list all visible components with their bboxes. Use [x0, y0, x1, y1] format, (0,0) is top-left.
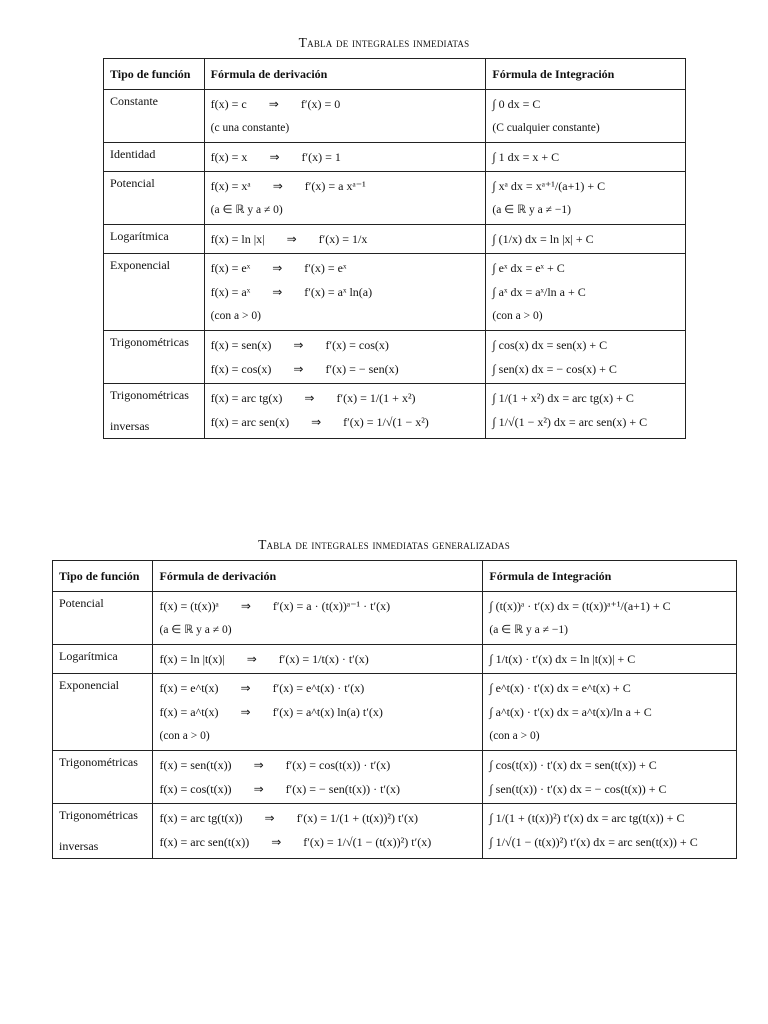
function-type-cell: [53, 645, 153, 674]
formula-lhs: ∫ 1/√(1 − (t(x))²) t′(x) dx = arc sen(t(x)) + C: [489, 834, 698, 849]
condition-line: [492, 200, 679, 220]
formula-line: [489, 596, 730, 616]
implies-arrow: ⇒: [304, 390, 315, 405]
formula-line: [492, 258, 679, 278]
function-type-label: Trigonométricas: [59, 755, 138, 769]
formula-rhs: f′(x) = − sen(x): [325, 361, 399, 376]
formula-line: [159, 596, 476, 616]
integration-formula-cell: [486, 384, 686, 439]
implies-arrow: ⇒: [253, 757, 264, 772]
formula-rhs: f′(x) = cos(x): [325, 337, 389, 352]
table-row: [104, 254, 686, 331]
formula-lhs: ∫ eˣ dx = eˣ + C: [492, 260, 565, 275]
formula-lhs: f(x) = sen(t(x)): [159, 757, 232, 772]
implies-arrow: ⇒: [240, 704, 251, 719]
table-row: [104, 143, 686, 172]
table-row: [104, 172, 686, 225]
formula-lhs: f(x) = cos(t(x)): [159, 781, 232, 796]
formula-line: [489, 755, 730, 775]
table-row: [53, 804, 737, 859]
column-header: Tipo de función: [53, 561, 153, 592]
formula-lhs: ∫ cos(t(x)) · t′(x) dx = sen(t(x)) + C: [489, 757, 657, 772]
formula-line: [492, 412, 679, 432]
function-type-cell: [104, 225, 205, 254]
formula-rhs: f′(x) = 1: [301, 149, 341, 164]
formula-lhs: f(x) = x: [210, 149, 248, 164]
formula-line: [211, 412, 480, 432]
implies-arrow: ⇒: [286, 231, 297, 246]
implies-arrow: ⇒: [293, 337, 304, 352]
implies-arrow: ⇒: [271, 834, 282, 849]
formula-rhs: f′(x) = eˣ: [304, 260, 347, 275]
formula-rhs: f′(x) = 1/(1 + x²): [336, 390, 416, 405]
formula-lhs: ∫ cos(x) dx = sen(x) + C: [492, 337, 608, 352]
formula-lhs: ∫ xᵃ dx = xᵃ⁺¹/(a+1) + C: [492, 178, 606, 193]
formula-line: [159, 702, 476, 722]
condition-line: [211, 306, 480, 326]
formula-lhs: ∫ 1 dx = x + C: [492, 149, 560, 164]
function-type-cell: [53, 674, 153, 751]
formula-line: [159, 779, 476, 799]
formula-rhs: f′(x) = 1/√(1 − (t(x))²) t′(x): [303, 834, 432, 849]
table-row: [53, 592, 737, 645]
formula-lhs: (a ∈ ℝ y a ≠ 0): [159, 623, 232, 636]
formula-lhs: ∫ 1/t(x) · t′(x) dx = ln |t(x)| + C: [489, 651, 636, 666]
table-header: [53, 561, 737, 592]
formula-line: [492, 147, 679, 167]
formula-line: [492, 335, 679, 355]
formula-lhs: f(x) = a^t(x): [159, 704, 219, 719]
function-type-label: Constante: [110, 94, 158, 108]
formula-line: [492, 388, 679, 408]
integration-formula-cell: [483, 592, 737, 645]
formula-rhs: f′(x) = a · (t(x))ᵃ⁻¹ · t′(x): [272, 598, 391, 613]
column-header: Fórmula de derivación: [204, 59, 486, 90]
condition-line: [159, 620, 476, 640]
function-type-cell: [104, 143, 205, 172]
formula-line: [211, 176, 480, 196]
formula-lhs: (a ∈ ℝ y a ≠ −1): [492, 203, 571, 216]
condition-line: [211, 200, 480, 220]
formula-line: [211, 359, 480, 379]
formula-lhs: f(x) = eˣ: [210, 260, 251, 275]
formula-lhs: ∫ (t(x))ᵃ · t′(x) dx = (t(x))ᵃ⁺¹/(a+1) + C: [489, 598, 671, 613]
function-type-label: Logarítmica: [110, 229, 169, 243]
integration-formula-cell: [486, 254, 686, 331]
derivation-formula-cell: [204, 331, 486, 384]
derivation-formula-cell: [153, 751, 483, 804]
formula-lhs: ∫ e^t(x) · t′(x) dx = e^t(x) + C: [489, 680, 631, 695]
formula-lhs: f(x) = cos(x): [210, 361, 272, 376]
table-body: [53, 592, 737, 859]
implies-arrow: ⇒: [253, 781, 264, 796]
function-type-cell: [104, 172, 205, 225]
formula-rhs: f′(x) = cos(t(x)) · t′(x): [285, 757, 391, 772]
formula-lhs: f(x) = sen(x): [210, 337, 272, 352]
derivation-formula-cell: [204, 225, 486, 254]
formula-lhs: (con a > 0): [489, 729, 540, 742]
formula-rhs: f′(x) = − sen(t(x)) · t′(x): [285, 781, 401, 796]
condition-line: [211, 118, 480, 138]
formula-rhs: f′(x) = 1/√(1 − x²): [343, 414, 429, 429]
implies-arrow: ⇒: [293, 361, 304, 376]
formula-line: [211, 258, 480, 278]
formula-line: [489, 779, 730, 799]
header-row: [104, 59, 686, 90]
formula-line: [159, 755, 476, 775]
formula-line: [159, 678, 476, 698]
table-row: [53, 751, 737, 804]
derivation-formula-cell: [153, 645, 483, 674]
formula-lhs: f(x) = arc tg(x): [210, 390, 283, 405]
condition-line: [492, 306, 679, 326]
condition-line: [489, 726, 730, 746]
implies-arrow: ⇒: [240, 598, 251, 613]
function-type-label: Identidad: [110, 147, 156, 161]
derivation-formula-cell: [204, 90, 486, 143]
formula-rhs: f′(x) = 1/(1 + (t(x))²) t′(x): [296, 810, 418, 825]
function-type-cell: [53, 751, 153, 804]
integration-formula-cell: [486, 331, 686, 384]
formula-line: [492, 282, 679, 302]
formula-lhs: ∫ (1/x) dx = ln |x| + C: [492, 231, 594, 246]
function-type-label: inversas: [59, 839, 99, 853]
formula-line: [492, 229, 679, 249]
derivation-formula-cell: [153, 804, 483, 859]
formula-rhs: f′(x) = 0: [300, 96, 341, 111]
formula-lhs: ∫ a^t(x) · t′(x) dx = a^t(x)/ln a + C: [489, 704, 652, 719]
formula-lhs: (a ∈ ℝ y a ≠ −1): [489, 623, 568, 636]
formula-lhs: f(x) = aˣ: [210, 284, 251, 299]
formula-rhs: f′(x) = 1/t(x) · t′(x): [278, 651, 369, 666]
function-type-label: Logarítmica: [59, 649, 118, 663]
table-row: [104, 90, 686, 143]
function-type-label: Potencial: [59, 596, 104, 610]
function-type-label: Exponencial: [110, 258, 170, 272]
formula-lhs: (con a > 0): [159, 729, 210, 742]
table2-caption: Tabla de integrales inmediatas generalizadas: [258, 537, 510, 552]
implies-arrow: ⇒: [311, 414, 322, 429]
function-type-label: Trigonométricas: [59, 808, 138, 822]
column-header: Fórmula de derivación: [153, 561, 483, 592]
table1-caption: Tabla de integrales inmediatas: [298, 35, 470, 50]
formula-rhs: f′(x) = 1/x: [318, 231, 368, 246]
implies-arrow: ⇒: [268, 96, 279, 111]
table-row: [104, 331, 686, 384]
table-header: [104, 59, 686, 90]
formula-line: [211, 282, 480, 302]
function-type-label: Trigonométricas: [110, 388, 189, 402]
column-header: Tipo de función: [104, 59, 205, 90]
formula-lhs: ∫ sen(x) dx = − cos(x) + C: [492, 361, 617, 376]
formula-lhs: ∫ 0 dx = C: [492, 96, 541, 111]
header-row: [53, 561, 737, 592]
formula-line: [492, 94, 679, 114]
formula-rhs: f′(x) = aˣ ln(a): [304, 284, 373, 299]
derivation-formula-cell: [153, 674, 483, 751]
formula-lhs: (con a > 0): [210, 309, 261, 322]
implies-arrow: ⇒: [272, 260, 283, 275]
formula-lhs: f(x) = xᵃ: [210, 178, 251, 193]
integration-formula-cell: [486, 225, 686, 254]
formula-line: [489, 702, 730, 722]
derivation-formula-cell: [204, 384, 486, 439]
formula-line: [489, 678, 730, 698]
function-type-label: inversas: [110, 419, 150, 433]
derivation-formula-cell: [153, 592, 483, 645]
formula-lhs: f(x) = arc sen(x): [210, 414, 290, 429]
table-row: [104, 384, 686, 439]
integration-formula-cell: [483, 804, 737, 859]
formula-lhs: f(x) = arc tg(t(x)): [159, 810, 243, 825]
implies-arrow: ⇒: [269, 149, 280, 164]
formula-lhs: f(x) = e^t(x): [159, 680, 219, 695]
derivation-formula-cell: [204, 172, 486, 225]
condition-line: [489, 620, 730, 640]
formula-lhs: (c una constante): [210, 121, 290, 134]
function-type-label: Trigonométricas: [110, 335, 189, 349]
formula-line: [159, 808, 476, 828]
formula-line: [492, 176, 679, 196]
formula-line: [211, 94, 480, 114]
implies-arrow: ⇒: [264, 810, 275, 825]
function-type-label: Exponencial: [59, 678, 119, 692]
formula-line: [211, 335, 480, 355]
function-type-cell: [53, 592, 153, 645]
formula-line: [489, 832, 730, 852]
formula-lhs: ∫ 1/(1 + x²) dx = arc tg(x) + C: [492, 390, 634, 405]
column-header: Fórmula de Integración: [483, 561, 737, 592]
derivation-formula-cell: [204, 254, 486, 331]
integration-formula-cell: [483, 645, 737, 674]
table-row: [104, 225, 686, 254]
formula-line: [489, 808, 730, 828]
formula-line: [211, 147, 480, 167]
implies-arrow: ⇒: [272, 178, 283, 193]
implies-arrow: ⇒: [240, 680, 251, 695]
condition-line: [492, 118, 679, 138]
formula-line: [159, 649, 476, 669]
formula-rhs: f′(x) = e^t(x) · t′(x): [272, 680, 365, 695]
function-type-cell: [53, 804, 153, 859]
function-type-label: Potencial: [110, 176, 155, 190]
formula-line: [492, 359, 679, 379]
formula-lhs: f(x) = c: [210, 96, 247, 111]
integration-formula-cell: [483, 751, 737, 804]
formula-rhs: f′(x) = a xᵃ⁻¹: [304, 178, 366, 193]
formula-lhs: f(x) = arc sen(t(x)): [159, 834, 250, 849]
integration-formula-cell: [486, 90, 686, 143]
table-row: [53, 674, 737, 751]
integration-formula-cell: [483, 674, 737, 751]
formula-lhs: f(x) = ln |t(x)|: [159, 651, 225, 666]
derivation-formula-cell: [204, 143, 486, 172]
formula-lhs: ∫ aˣ dx = aˣ/ln a + C: [492, 284, 586, 299]
column-header: Fórmula de Integración: [486, 59, 686, 90]
integrals-table: [103, 58, 686, 439]
generalized-integrals-table: [52, 560, 737, 859]
formula-lhs: (a ∈ ℝ y a ≠ 0): [210, 203, 283, 216]
implies-arrow: ⇒: [246, 651, 257, 666]
formula-rhs: f′(x) = a^t(x) ln(a) t′(x): [272, 704, 383, 719]
formula-line: [211, 388, 480, 408]
formula-line: [159, 832, 476, 852]
formula-lhs: ∫ sen(t(x)) · t′(x) dx = − cos(t(x)) + C: [489, 781, 667, 796]
table-body: [104, 90, 686, 439]
formula-lhs: (con a > 0): [492, 309, 543, 322]
formula-lhs: f(x) = ln |x|: [210, 231, 265, 246]
formula-lhs: ∫ 1/(1 + (t(x))²) t′(x) dx = arc tg(t(x)) + C: [489, 810, 685, 825]
integration-formula-cell: [486, 143, 686, 172]
table-row: [53, 645, 737, 674]
formula-lhs: f(x) = (t(x))ᵃ: [159, 598, 219, 613]
condition-line: [159, 726, 476, 746]
function-type-cell: [104, 90, 205, 143]
formula-lhs: (C cualquier constante): [492, 121, 600, 134]
formula-lhs: ∫ 1/√(1 − x²) dx = arc sen(x) + C: [492, 414, 648, 429]
function-type-cell: [104, 384, 205, 439]
function-type-cell: [104, 331, 205, 384]
function-type-cell: [104, 254, 205, 331]
implies-arrow: ⇒: [272, 284, 283, 299]
integration-formula-cell: [486, 172, 686, 225]
formula-line: [489, 649, 730, 669]
formula-line: [211, 229, 480, 249]
